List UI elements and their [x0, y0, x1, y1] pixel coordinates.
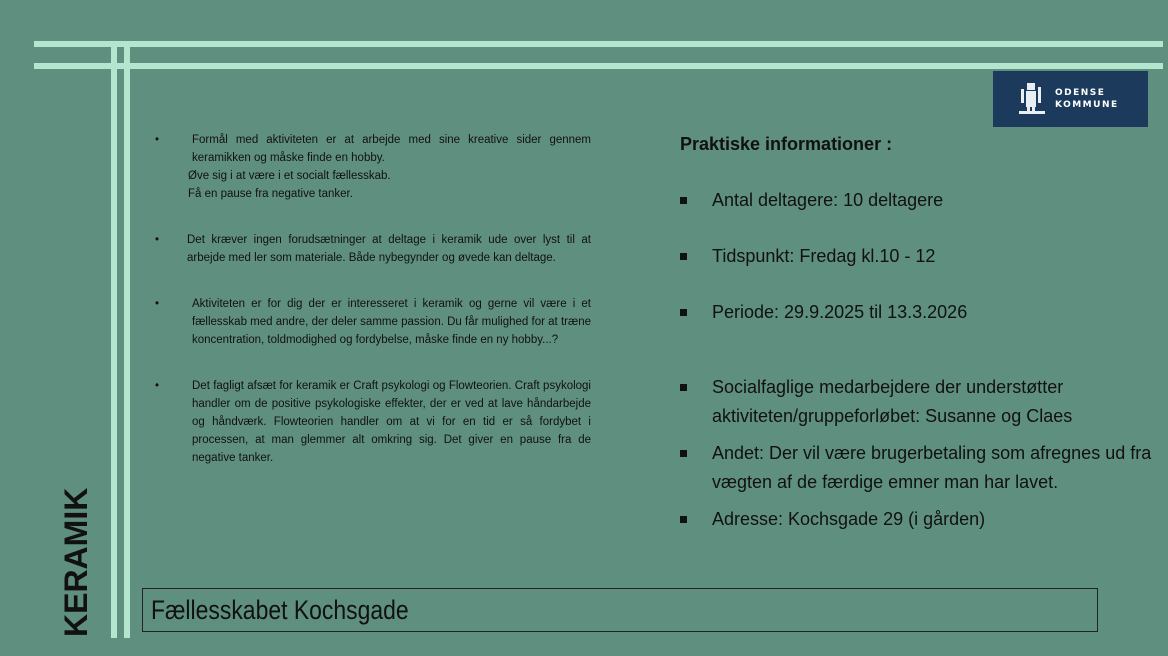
- info-item: [680, 505, 1160, 534]
- info-item: [680, 373, 1160, 431]
- practical-info: [680, 130, 1160, 534]
- info-item: [680, 439, 1160, 497]
- bullet-subline: Få en pause fra negative tanker.: [188, 188, 353, 200]
- left-bullets: [155, 131, 591, 467]
- info-text: Tidspunkt: Fredag kl.10 - 12: [712, 246, 936, 266]
- decor-line-top-2: [34, 63, 1163, 69]
- bullet-subline: Øve sig i at være i et socialt fællesskab.: [188, 170, 391, 182]
- square-bullet-icon: [680, 309, 687, 316]
- footer-title-box: [142, 588, 1098, 632]
- bullet-icon: •: [155, 298, 160, 310]
- info-text: Adresse: Kochsgade 29 (i gården): [712, 509, 986, 529]
- square-bullet-icon: [680, 253, 687, 260]
- left-bullet-4: [155, 377, 591, 467]
- bullet-text: Det fagligt afsæt for keramik er Craft psykologi og Flowteorien. Craft psykologi handler om de positive psykologiske effekter, der er ved at lave håndarbejde og håndværk. Flowteorien handler om at vi for en tid er så fordybet i processen, at man glemmer alt omkring sig. Det giver en pause fra de negative tanker.: [192, 380, 591, 464]
- info-item: [680, 298, 1160, 327]
- practical-heading: Praktiske informationer :: [680, 134, 893, 154]
- info-item: [680, 186, 1160, 215]
- info-text: Periode: 29.9.2025 til 13.3.2026: [712, 302, 968, 322]
- bullet-text: Det kræver ingen forudsætninger at deltage i keramik ude over lyst til at arbejde med ler som materiale. Både nybegynder og øvede kan deltage.: [187, 234, 591, 264]
- info-text: Andet: Der vil være brugerbetaling som afregnes ud fra vægten af de færdige emner man har lavet.: [712, 443, 1152, 492]
- bullet-icon: •: [155, 234, 160, 246]
- square-bullet-icon: [680, 384, 687, 391]
- left-bullet-3: [155, 295, 591, 349]
- square-bullet-icon: [680, 450, 687, 457]
- side-title: KERAMIK: [58, 487, 94, 637]
- left-bullet-2: [155, 231, 591, 267]
- bullet-icon: •: [155, 380, 160, 392]
- logo-line-1: ODENSE: [1055, 88, 1106, 98]
- bullet-text: Aktiviteten er for dig der er interesseret i keramik og gerne vil være i et fællesskab med andre, der deler samme passion. Du får mulighed for at træne koncentration, toldmodighed og fordybelse, måske finde en ny hobby...?: [192, 298, 591, 346]
- bullet-text: Formål med aktiviteten er at arbejde med sine kreative sider gennem keramikken og måske finde en hobby.: [192, 134, 591, 164]
- decor-line-top: [34, 41, 1163, 47]
- decor-line-vertical: [111, 44, 117, 638]
- coat-of-arms-icon: [1017, 79, 1047, 119]
- info-text: Antal deltagere: 10 deltagere: [712, 190, 944, 210]
- decor-line-vertical-2: [124, 44, 130, 638]
- footer-title: Fællesskabet Kochsgade: [151, 594, 409, 625]
- info-item: [680, 242, 1160, 271]
- logo-line-2: KOMMUNE: [1055, 100, 1119, 110]
- left-bullet-1: [155, 131, 591, 203]
- odense-kommune-logo: [993, 71, 1148, 127]
- square-bullet-icon: [680, 197, 687, 204]
- square-bullet-icon: [680, 516, 687, 523]
- info-text: Socialfaglige medarbejdere der understøtter aktiviteten/gruppeforløbet: Susanne og Claes: [712, 377, 1073, 426]
- bullet-icon: •: [155, 134, 160, 146]
